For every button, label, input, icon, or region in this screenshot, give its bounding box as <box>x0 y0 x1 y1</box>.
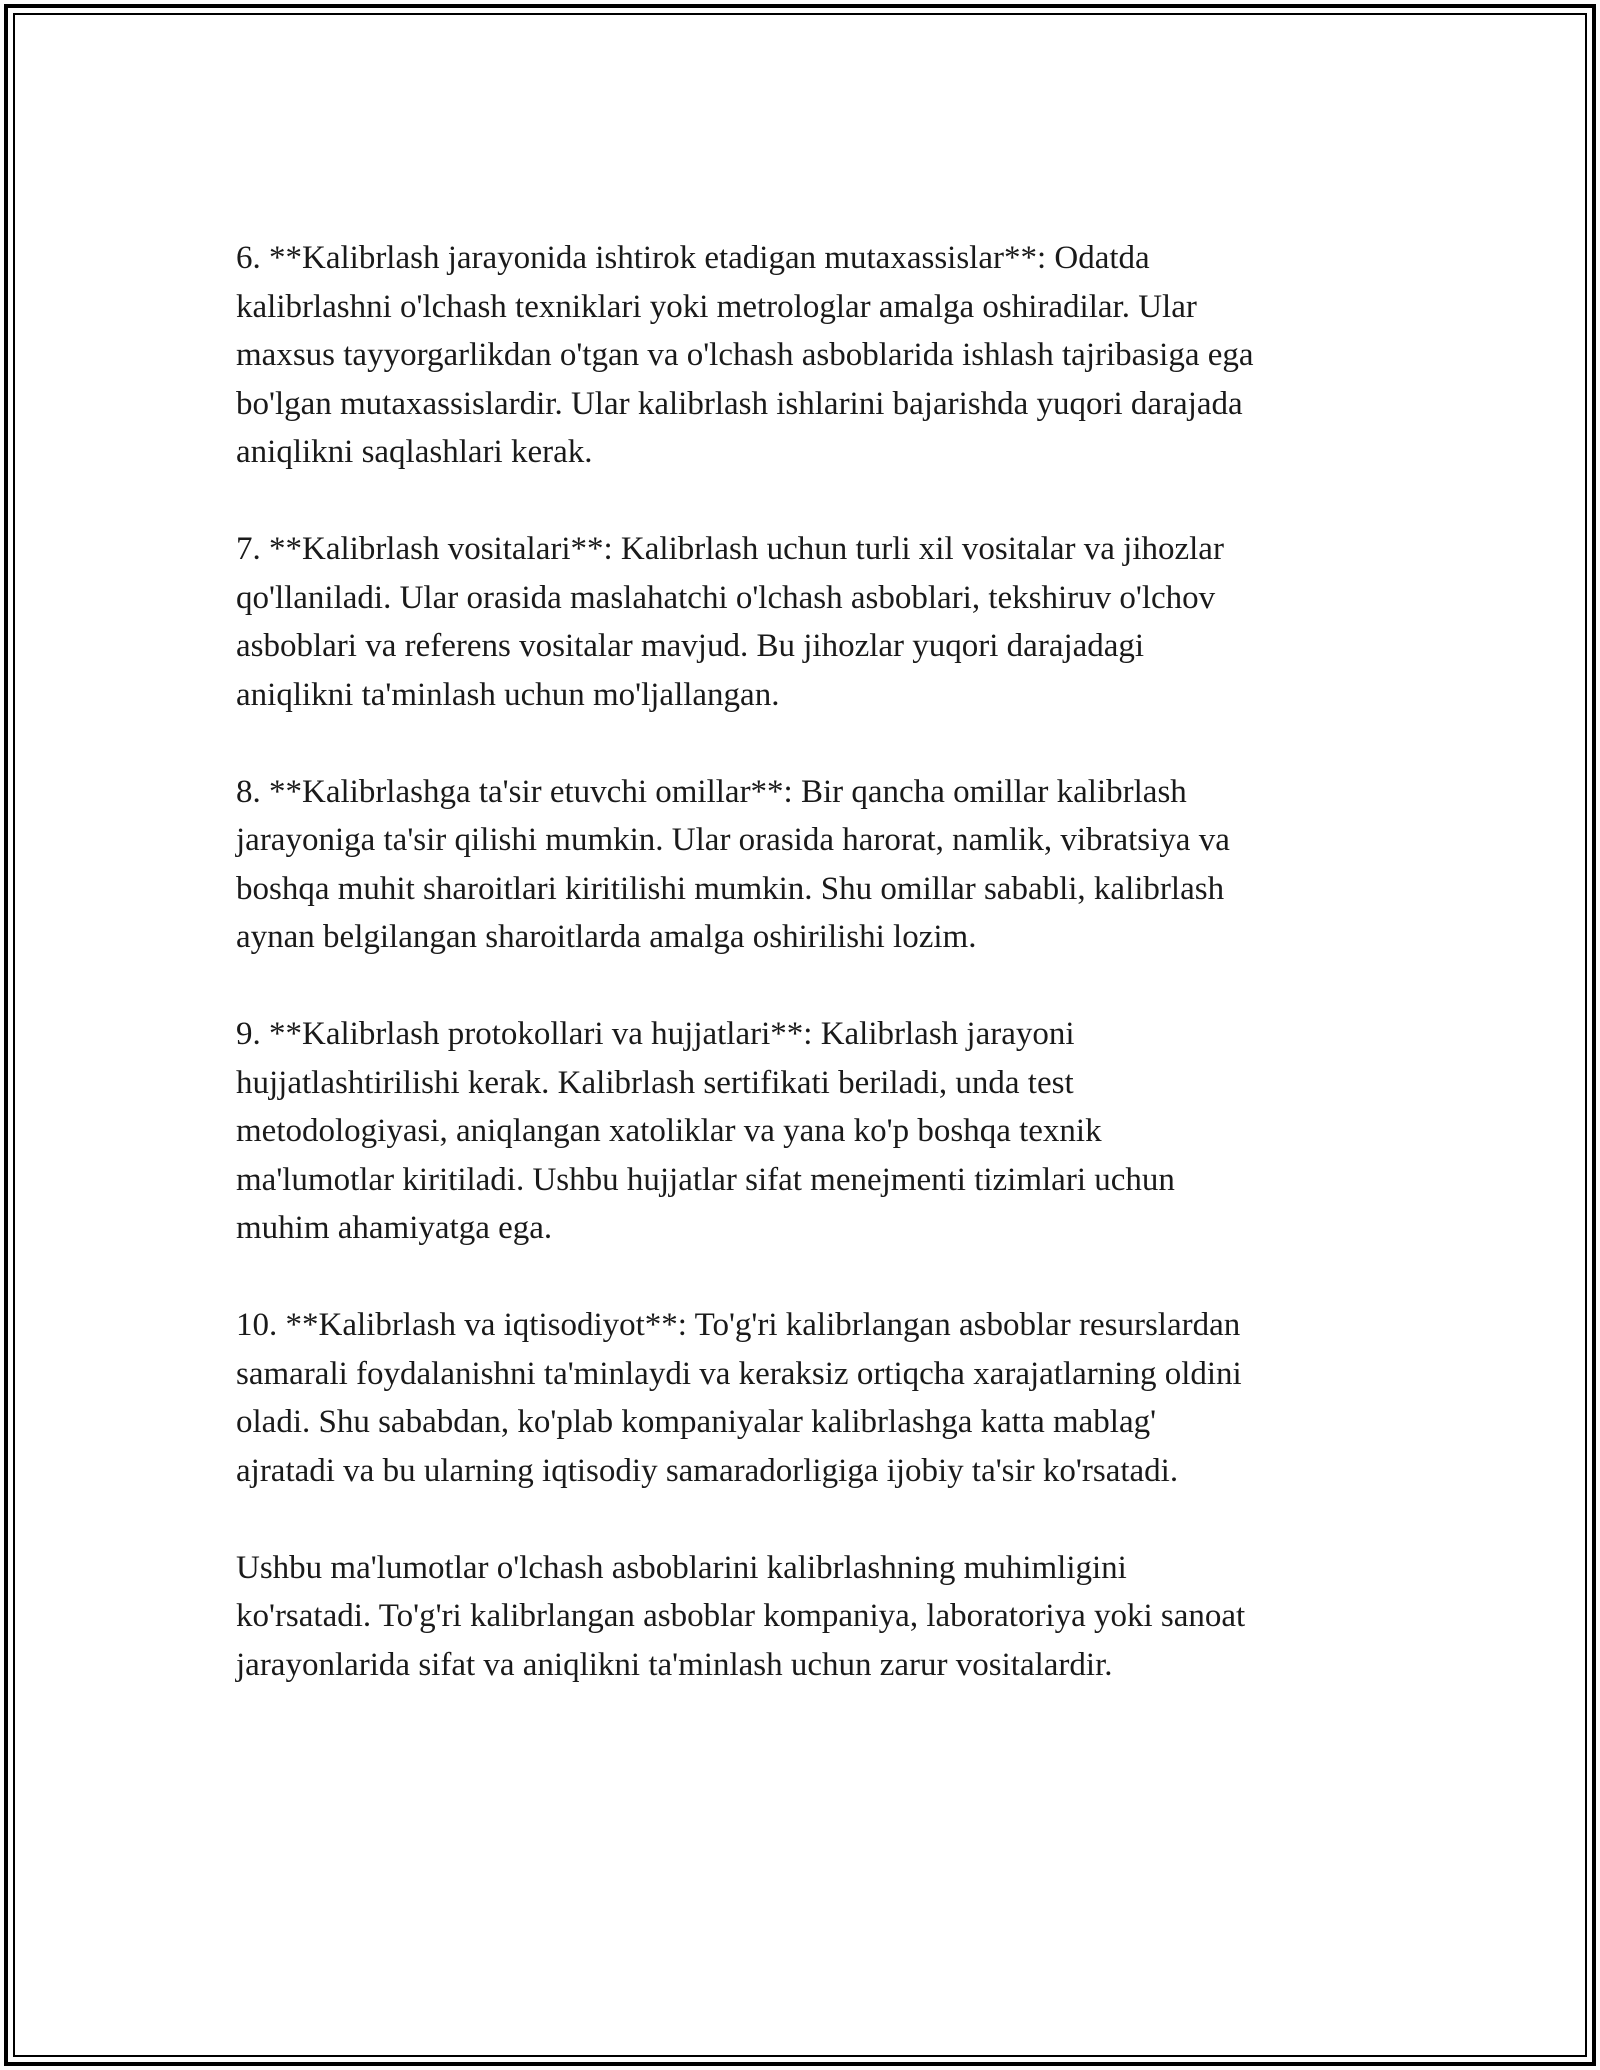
text-line: Ushbu ma'lumotlar o'lchash asboblarini kalibrlashning muhimligini <box>236 1549 1127 1586</box>
text-line: jarayoniga ta'sir qilishi mumkin. Ular orasida harorat, namlik, vibratsiya va <box>236 822 1230 858</box>
paragraph-influencing-factors <box>236 768 1376 962</box>
text-line: jarayonlarida sifat va aniqlikni ta'minlash uchun zarur vositalardir. <box>236 1646 1113 1683</box>
text-line: muhim ahamiyatga ega. <box>236 1210 553 1246</box>
text-line: hujjatlashtirilishi kerak. Kalibrlash sertifikati beriladi, unda test <box>236 1064 1074 1101</box>
text-line: aniqlikni saqlashlari kerak. <box>236 434 593 470</box>
text-line: 10. **Kalibrlash va iqtisodiyot**: To'g'ri kalibrlangan asboblar resurslardan <box>236 1307 1241 1343</box>
text-line: ma'lumotlar kiritiladi. Ushbu hujjatlar sifat menejmenti tizimlari uchun <box>236 1161 1175 1198</box>
paragraph-calibration-specialists <box>236 234 1376 477</box>
text-line: kalibrlashni o'lchash texniklari yoki metrologlar amalga oshiradilar. Ular <box>236 288 1197 325</box>
text-line: aynan belgilangan sharoitlarda amalga oshirilishi lozim. <box>236 919 977 955</box>
text-line: ajratadi va bu ularning iqtisodiy samaradorligiga ijobiy ta'sir ko'rsatadi. <box>236 1452 1179 1489</box>
text-line: boshqa muhit sharoitlari kiritilishi mumkin. Shu omillar sababli, kalibrlash <box>236 870 1225 907</box>
text-line: metodologiyasi, aniqlangan xatoliklar va yana ko'p boshqa texnik <box>236 1113 1102 1149</box>
text-line: 9. **Kalibrlash protokollari va hujjatlari**: Kalibrlash jarayoni <box>236 1016 1075 1052</box>
text-line: ko'rsatadi. To'g'ri kalibrlangan asboblar kompaniya, laboratoriya yoki sanoat <box>236 1598 1246 1634</box>
paragraph-protocols-documents <box>236 1010 1376 1253</box>
paragraph-calibration-economy <box>236 1301 1376 1495</box>
document-body <box>236 234 1376 1738</box>
text-line: aniqlikni ta'minlash uchun mo'ljallangan. <box>236 676 780 713</box>
text-line: 7. **Kalibrlash vositalari**: Kalibrlash uchun turli xil vositalar va jihozlar <box>236 531 1224 567</box>
text-line: 8. **Kalibrlashga ta'sir etuvchi omillar**: Bir qancha omillar kalibrlash <box>236 773 1187 810</box>
text-line: oladi. Shu sababdan, ko'plab kompaniyalar kalibrlashga katta mablag' <box>236 1404 1157 1440</box>
text-line: samarali foydalanishni ta'minlaydi va keraksiz ortiqcha xarajatlarning oldini <box>236 1355 1242 1392</box>
paragraph-calibration-tools <box>236 525 1376 719</box>
text-line: asboblari va referens vositalar mavjud. Bu jihozlar yuqori darajadagi <box>236 628 1145 664</box>
text-line: qo'llaniladi. Ular orasida maslahatchi o'lchash asboblari, tekshiruv o'lchov <box>236 579 1216 616</box>
text-line: 6. **Kalibrlash jarayonida ishtirok etadigan mutaxassislar**: Odatda <box>236 240 1150 276</box>
text-line: maxsus tayyorgarlikdan o'tgan va o'lchash asboblarida ishlash tajribasiga ega <box>236 337 1254 373</box>
text-line: bo'lgan mutaxassislardir. Ular kalibrlash ishlarini bajarishda yuqori darajada <box>236 385 1243 422</box>
paragraph-conclusion <box>236 1544 1376 1690</box>
